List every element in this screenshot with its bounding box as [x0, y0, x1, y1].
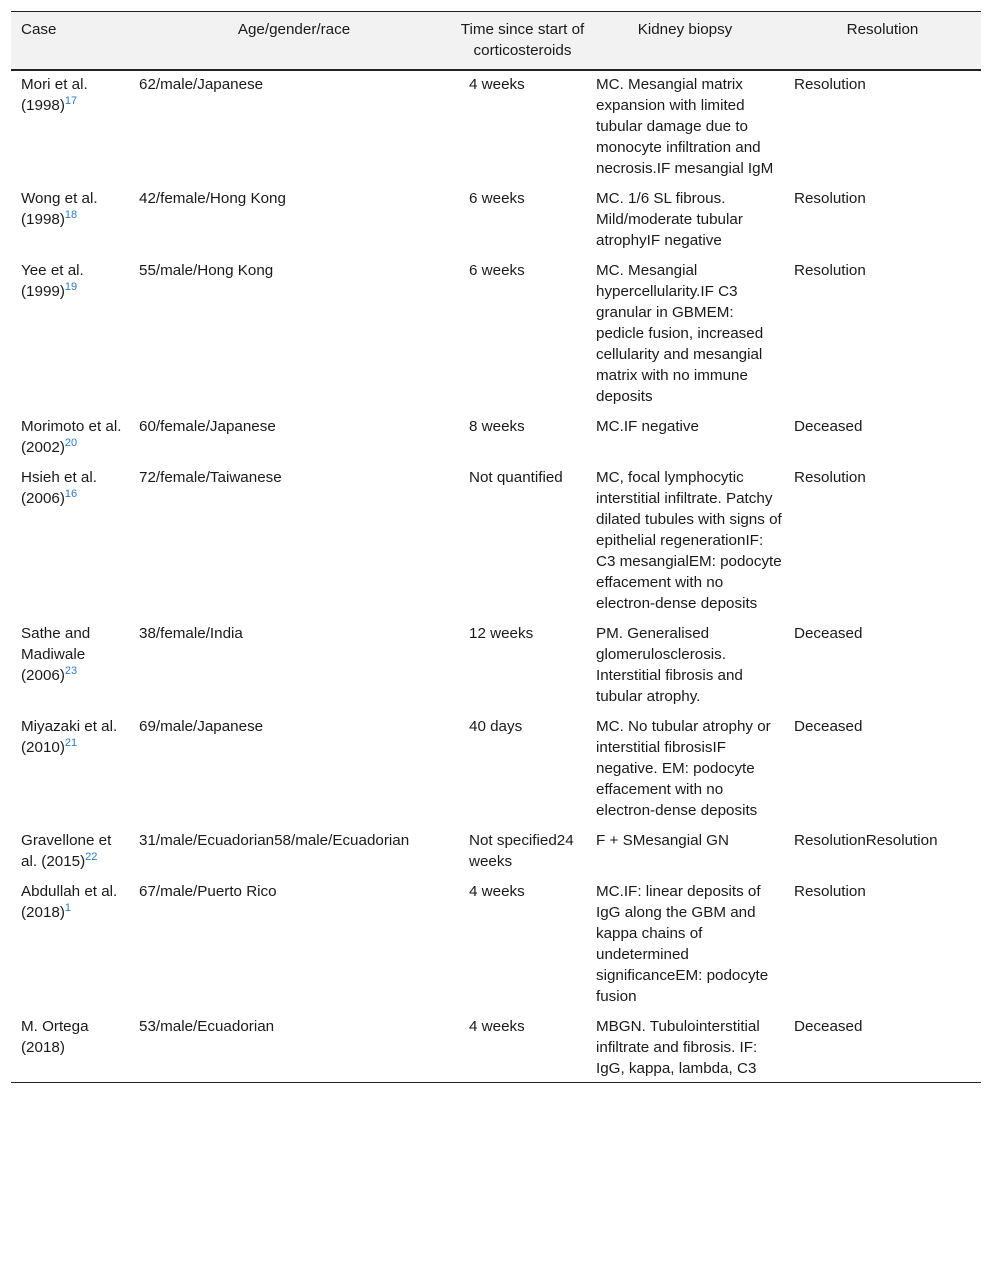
age-cell: 55/male/Hong Kong	[139, 262, 274, 279]
header-kidney-biopsy: Kidney biopsy	[637, 21, 733, 38]
header-resolution: Resolution	[846, 21, 919, 38]
biopsy-cell: MC, focal lymphocytic interstitial infiltrate. Patchy dilated tubules with signs of epithelial regenerationIF: C3 mesangialEM: podocyte effacement with no electron-dense deposits	[596, 469, 782, 612]
time-cell: 4 weeks	[469, 883, 525, 900]
time-cell: 40 days	[469, 718, 523, 735]
reference-link[interactable]: 20	[64, 436, 78, 449]
time-cell: 4 weeks	[469, 1018, 525, 1035]
resolution-cell: Resolution	[794, 76, 866, 93]
table-row	[11, 617, 981, 710]
table-row	[11, 254, 981, 410]
age-cell: 53/male/Ecuadorian	[139, 1018, 275, 1035]
reference-link[interactable]: 19	[64, 280, 78, 293]
resolution-cell: Deceased	[794, 418, 863, 435]
time-cell: 6 weeks	[469, 262, 525, 279]
reference-link[interactable]: 18	[64, 208, 78, 221]
resolution-cell: Deceased	[794, 625, 863, 642]
case-cell	[11, 1010, 129, 1082]
reference-link[interactable]: 17	[64, 94, 78, 107]
case-name: Hsieh et al. (2006)	[21, 469, 97, 507]
age-cell: 72/female/Taiwanese	[139, 469, 282, 486]
case-cell	[11, 875, 129, 1010]
data-table	[11, 11, 981, 1083]
case-name: Gravellone et al. (2015)	[21, 832, 112, 870]
biopsy-cell: MC. Mesangial hypercellularity.IF C3 granular in GBMEM: pedicle fusion, increased cellularity and mesangial matrix with no immune deposits	[596, 262, 764, 405]
case-name: Yee et al. (1999)	[21, 262, 84, 300]
biopsy-cell: MC. Mesangial matrix expansion with limited tubular damage due to monocyte infiltration and necrosis.IF mesangial IgM	[596, 76, 774, 177]
biopsy-cell: MBGN. Tubulointerstitial infiltrate and fibrosis. IF: IgG, kappa, lambda, C3	[596, 1018, 760, 1077]
case-cell	[11, 710, 129, 824]
resolution-cell: Resolution	[794, 883, 866, 900]
reference-link[interactable]: 22	[85, 850, 98, 863]
case-cell	[11, 71, 129, 182]
time-cell: 4 weeks	[469, 76, 525, 93]
header-age-gender-race: Age/gender/race	[237, 21, 351, 38]
resolution-cell: Resolution	[794, 469, 866, 486]
table-row	[11, 461, 981, 617]
resolution-cell: Deceased	[794, 1018, 863, 1035]
table-row	[11, 710, 981, 824]
reference-link[interactable]: 1	[64, 901, 72, 914]
resolution-cell: Deceased	[794, 718, 863, 735]
table-header-row	[11, 12, 981, 71]
time-cell: 8 weeks	[469, 418, 525, 435]
case-name: Abdullah et al. (2018)	[21, 883, 118, 921]
header-case: Case	[21, 21, 57, 38]
time-cell: Not quantified	[469, 469, 563, 486]
biopsy-cell: MC. 1/6 SL fibrous. Mild/moderate tubular atrophyIF negative	[596, 190, 743, 249]
resolution-cell: ResolutionResolution	[794, 832, 938, 849]
reference-link[interactable]: 23	[64, 664, 78, 677]
time-cell: 12 weeks	[469, 625, 534, 642]
biopsy-cell: MC.IF: linear deposits of IgG along the GBM and kappa chains of undetermined significanceEM: podocyte fusion	[596, 883, 769, 1005]
resolution-cell: Resolution	[794, 262, 866, 279]
case-cell	[11, 617, 129, 710]
case-cell	[11, 461, 129, 617]
table-body	[11, 71, 981, 1082]
table-row	[11, 410, 981, 461]
case-cell	[11, 182, 129, 254]
reference-link[interactable]: 16	[64, 487, 78, 500]
table-row	[11, 824, 981, 875]
age-cell: 31/male/Ecuadorian58/male/Ecuadorian	[139, 832, 410, 849]
case-name: Morimoto et al. (2002)	[21, 418, 122, 456]
time-cell: 6 weeks	[469, 190, 525, 207]
age-cell: 38/female/India	[139, 625, 243, 642]
age-cell: 60/female/Japanese	[139, 418, 276, 435]
biopsy-cell: F + SMesangial GN	[596, 832, 729, 849]
table-row	[11, 1010, 981, 1082]
case-name: Wong et al. (1998)	[21, 190, 98, 228]
biopsy-cell: MC.IF negative	[596, 418, 699, 435]
table-row	[11, 71, 981, 182]
resolution-cell: Resolution	[794, 190, 866, 207]
case-cell	[11, 824, 129, 875]
biopsy-cell: PM. Generalised glomerulosclerosis. Interstitial fibrosis and tubular atrophy.	[596, 625, 743, 705]
table-row	[11, 182, 981, 254]
case-name: Sathe and Madiwale (2006)	[21, 625, 91, 684]
age-cell: 69/male/Japanese	[139, 718, 264, 735]
age-cell: 42/female/Hong Kong	[139, 190, 286, 207]
reference-link[interactable]: 21	[64, 736, 78, 749]
age-cell: 67/male/Puerto Rico	[139, 883, 277, 900]
case-name: Miyazaki et al. (2010)	[21, 718, 118, 756]
biopsy-cell: MC. No tubular atrophy or interstitial fibrosisIF negative. EM: podocyte effacement with no electron-dense deposits	[596, 718, 771, 819]
case-name: M. Ortega (2018)	[21, 1018, 89, 1056]
case-name: Mori et al. (1998)	[21, 76, 88, 114]
table-row	[11, 875, 981, 1010]
time-cell: Not specified24 weeks	[469, 832, 574, 870]
age-cell: 62/male/Japanese	[139, 76, 264, 93]
header-time: Time since start of corticosteroids	[460, 21, 585, 59]
case-cell	[11, 410, 129, 461]
case-cell	[11, 254, 129, 410]
